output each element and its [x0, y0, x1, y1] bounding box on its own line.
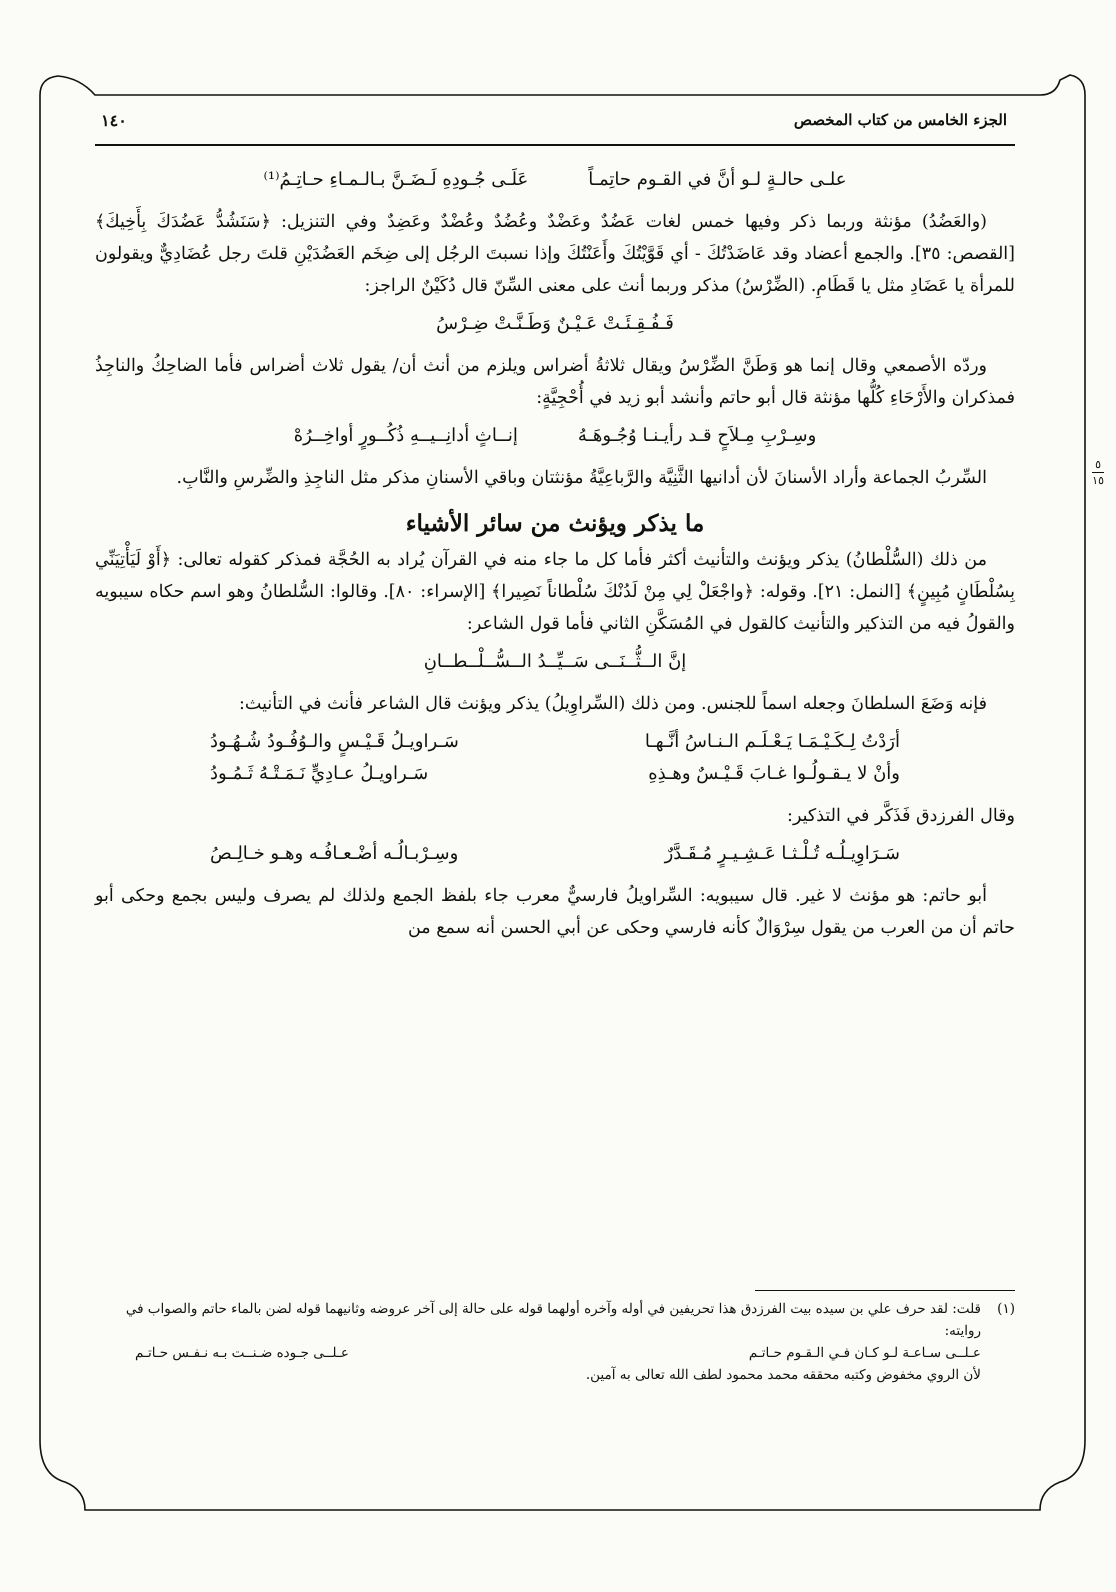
running-header	[95, 100, 1015, 140]
verse-line	[95, 646, 1015, 678]
page-number: ١٤٠	[101, 110, 127, 130]
page	[95, 100, 1015, 1520]
hemistich: إنــاثٍ أدانِــيــهِ ذُكُــورٍ أواخِــرُهْ	[293, 425, 518, 446]
paragraph: (والعَضُدُ) مؤنثة وربما ذكر وفيها خمس لغات عَضُدٌ وعَضْدٌ وعُضُدٌ وعُضْدٌ وعَضِدٌ وفي التنزيل: ﴿سَنَشُدُّ عَضُدَكَ بِأَخِيكَ﴾ [القصص: ٣٥]. والجمع أعضاد وقد عَاضَدْتُكَ - أي قَوَّيْتُكَ وأَعَنْتُكَ وإذا نسبتَ الرجُل إلى ضِخَم العَضُدَيْنِ قلتَ رجل عُضَادِيٌّ ويقولون للمرأة يا عَضَادِ مثل يا قَطَامِ. (الضِّرْسُ) مذكر وربما أنث على معنى السِّنّ قال دُكَيْنٌ الراجز:	[95, 212, 1015, 296]
hemistich: علـى حالـةٍ لـو أنَّ في القـوم حاتِمـاً	[588, 169, 847, 190]
margin-folio-note	[1092, 458, 1104, 487]
hemistich: عـلــى سـاعـة لـو كـان فـي الـقـوم حـاتـم	[748, 1345, 981, 1361]
footnote-separator	[755, 1290, 1015, 1291]
paragraph: وردّه الأصمعي وقال إنما هو وَطَنَّ الضِّرْسُ ويقال ثلاثةُ أضراس ويلزم من أنث أن/ يقول ثلاث أضراس فأما الضاحِكُ والناجِذُ فمذكران والأَرْحَاءِ كُلُّها مؤنثة قال أبو حاتم وأنشد أبو زيد في أُحْجِيَّةٍ:	[95, 356, 1015, 408]
verse-line	[95, 420, 1015, 452]
hemistich: وسِـرْبـالُـه أضْـعـافُـه وهـو خـالِـصُ	[210, 843, 459, 864]
footnote-number: (١)	[997, 1301, 1015, 1317]
verse-line	[95, 164, 1015, 196]
footnote	[95, 1298, 1015, 1386]
hemistich: سَـرَاوِيـلُـه تُـلْـثـا عَـشِـيـرٍ مُـقَـدَّرٌ	[664, 843, 900, 864]
footnote-verse	[95, 1342, 1015, 1364]
header-rule	[95, 144, 1015, 146]
verse-line	[95, 308, 1015, 340]
paragraph: من ذلك (السُّلْطانُ) يذكر ويؤنث والتأنيث أكثر فأما كل ما جاء منه في القرآن يُراد به الحُجَّة فمذكر كقوله تعالى: ﴿أَوْ لَيَأْتِيَنِّي بِسُلْطَانٍ مُبِينٍ﴾ [النمل: ٢١]. وقوله: ﴿واجْعَلْ لِي مِنْ لَدُنْكَ سُلْطاناً نَصِيرا﴾ [الإسراء: ٨٠]. وقالوا: السُّلطانُ وهو اسم حكاه سيبويه والقولُ فيه من التذكير والتأنيث كالقول في المُسَكَّنِ الثاني فأما قول الشاعر:	[95, 550, 1015, 634]
hemistich: إنَّ الــثُّــنَــى سَــيِّــدُ الــسُّــلْــطــانِ	[423, 651, 687, 672]
main-text	[95, 158, 1015, 950]
verse-line	[210, 838, 900, 870]
margin-bottom: ١٥	[1092, 474, 1104, 487]
hemistich: سَـراويـلُ قَـيْـسٍ والـوُفُـودُ شُـهُـودُ	[210, 731, 459, 752]
hemistich: وسِـرْبِ مِـلاَحٍ قـد رأيـنـا وُجُـوهَـهُ	[577, 425, 817, 446]
hemistich: وأنْ لا يـقـولُـوا غـابَ قَـيْـسٌ وهـذِهِ	[648, 763, 900, 784]
verse-couplet	[210, 726, 900, 790]
paragraph: وقال الفرزدق فَذَكَّر في التذكير:	[787, 806, 1015, 826]
footnote-text: لأن الروي مخفوض وكتبه محققه محمد محمود لطف الله تعالى به آمين.	[585, 1367, 981, 1383]
hemistich: عـلــى جـوده ضـنــت بـه نـفـس حـاتـم	[135, 1345, 349, 1361]
book-title: الجزء الخامس من كتاب المخصص	[793, 111, 1007, 129]
paragraph: أبو حاتم: هو مؤنث لا غير. قال سيبويه: السِّراويلُ فارسيٌّ معرب جاء بلفظ الجمع ولذلك لم يصرف وليس بجمع وحكى أبو حاتم أن من العرب من يقول سِرْوَالٌ كأنه فارسي وحكى عن أبي الحسن أنه سمع من	[95, 886, 1015, 938]
section-title: ما يذكر ويؤنث من سائر الأشياء	[405, 510, 705, 537]
hemistich: أرَدْتُ لِـكَـيْـمَـا يَـعْـلَـم الـنـاسُ أنَّـهـا	[644, 731, 900, 752]
footnote-text: قلت: لقد حرف علي بن سيده بيت الفرزدق هذا تحريفين في أوله وآخره أولهما قوله على حالة إلى آخر عروضه وثانيهما قوله لضن بالماء حاتم والصواب في روايته:	[125, 1301, 981, 1339]
margin-top: ٥	[1095, 458, 1102, 471]
hemistich: فَـفُـقِـئَـتْ عَـيْـنٌ وَطَـنَّـتْ ضِـرْسُ	[436, 313, 674, 334]
paragraph: السِّربُ الجماعة وأراد الأسنانَ لأن أدانيها الثَّنِيَّة والرَّباعِيَّةُ مؤنثتان وباقي الأسنانِ مذكر مثل الناجِذِ والضِّرسِ والنَّابِ.	[176, 468, 987, 488]
hemistich: سَـراويـلُ عـادِيٍّ نَـمَـتْـهُ ثَـمُـودُ	[210, 763, 429, 784]
paragraph: فإنه وَضَعَ السلطانَ وجعله اسماً للجنس. ومن ذلك (السِّراوِيلُ) يذكر ويؤنث قال الشاعر فأنث في التأنيث:	[238, 694, 987, 714]
hemistich: عَلَـى جُـودِهِ لَـضَـنَّ بـالـمـاءِ حـاتِـمُ⁽¹⁾	[263, 169, 529, 190]
